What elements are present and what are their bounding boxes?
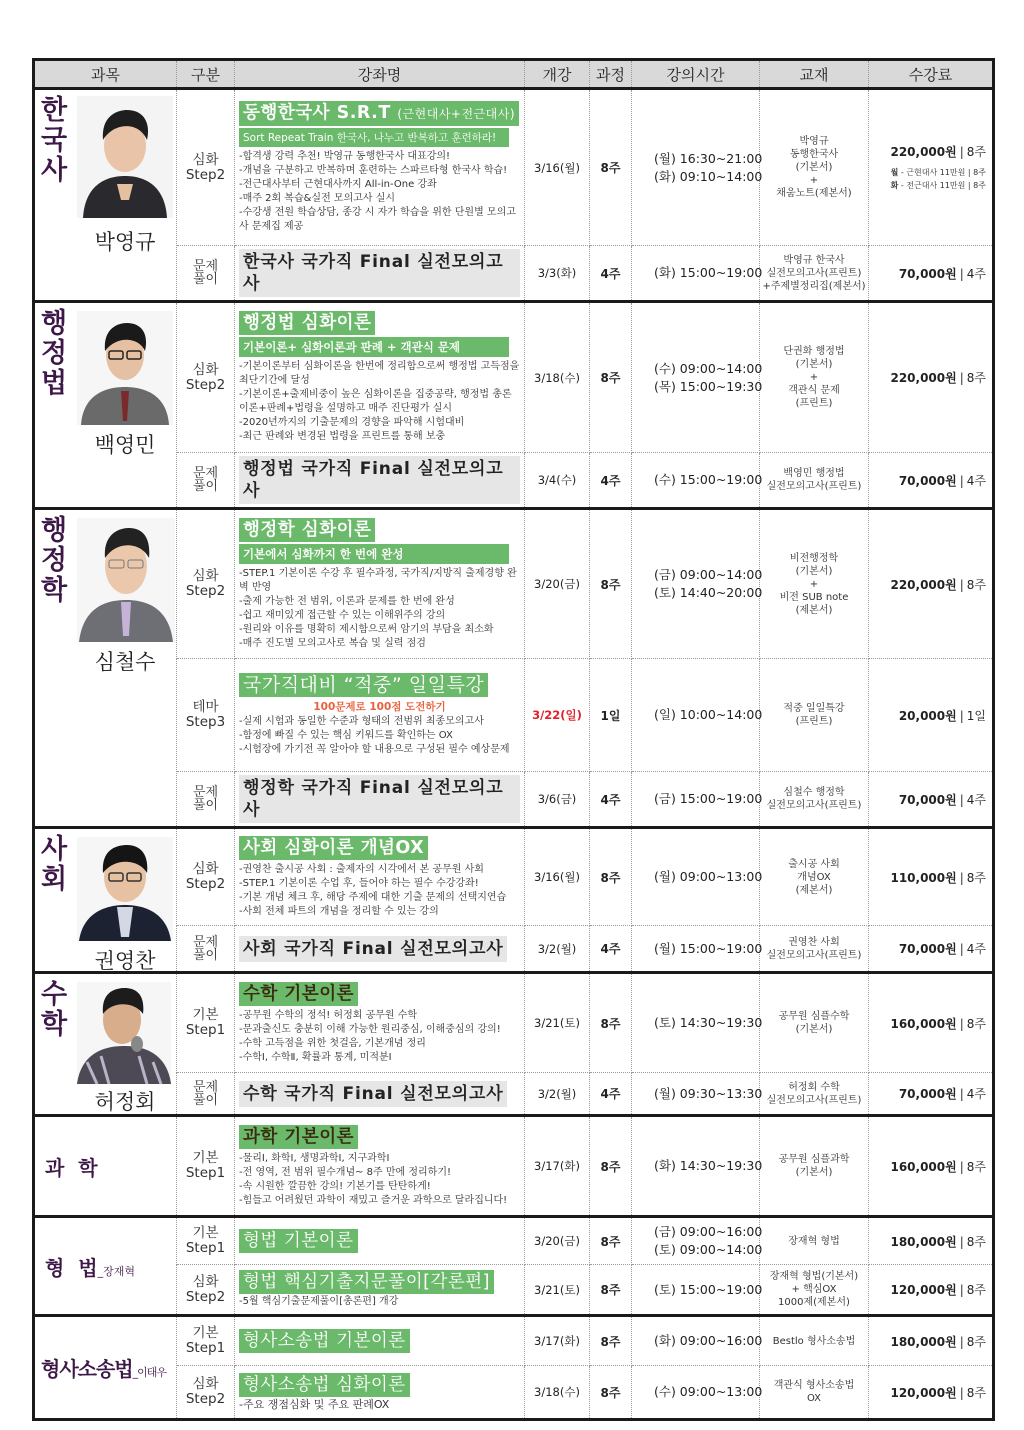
tuition-fee: 220,000원 | 8주 (869, 509, 994, 659)
course-title: 과학 기본이론 (239, 1125, 358, 1149)
table-row (34, 1217, 994, 1265)
teacher-portrait-icon (77, 518, 175, 642)
textbook: 심철수 행정학 실전모의고사(프린트) (760, 772, 869, 828)
textbook: 권영찬 사회 실전모의고사(프린트) (760, 926, 869, 973)
course-term: 4주 (590, 772, 632, 828)
course-title: 행정학 심화이론 (239, 518, 375, 542)
teacher-name: _이태우 (132, 1366, 166, 1379)
course-schedule-table (32, 58, 995, 1421)
course-type: 심화 Step2 (177, 89, 235, 246)
textbook: 비전행정학 (기본서) + 비전 SUB note (제본서) (760, 509, 869, 659)
subject-cell-math (34, 973, 177, 1116)
subject-label: 형 법_장재혁 (45, 1255, 135, 1280)
table-row (34, 509, 994, 659)
course-cell (235, 772, 525, 828)
course-cell (235, 926, 525, 973)
lecture-time: (일) 10:00~14:00 (632, 659, 760, 772)
textbook: 박영규 한국사 실전모의고사(프린트) +주제별정리집(제본서) (760, 246, 869, 302)
teacher-name: 박영규 (94, 230, 156, 254)
course-type: 문제 풀이 (177, 453, 235, 509)
textbook: 장재혁 형법 (760, 1217, 869, 1265)
tuition-fee: 220,000원 | 8주 월 - 근현대사 11만원 | 8주 화 - 전근대사 11만원 | 8주 (869, 89, 994, 246)
teacher-name: 권영찬 (94, 949, 156, 973)
course-term: 8주 (590, 1366, 632, 1420)
course-highlight-note: 100문제로 100점 도전하기 (313, 701, 446, 713)
course-cell (235, 1116, 525, 1217)
subject-cell-social-studies (34, 828, 177, 973)
course-term: 8주 (590, 1217, 632, 1265)
lecture-time: (토) 14:30~19:30 (632, 973, 760, 1073)
tuition-fee: 220,000원 | 8주 (869, 302, 994, 453)
course-type: 문제 풀이 (177, 772, 235, 828)
course-cell (235, 453, 525, 509)
table-row (34, 1366, 994, 1420)
textbook: 박영규 동행한국사 (기본서) + 채움노트(제본서) (760, 89, 869, 246)
course-term: 8주 (590, 302, 632, 453)
course-type: 기본 Step1 (177, 973, 235, 1073)
table-row (34, 302, 994, 453)
table-row (34, 659, 994, 772)
course-cell (235, 246, 525, 302)
header-open: 개강 (525, 60, 590, 89)
course-cell (235, 509, 525, 659)
course-title: 형사소송법 기본이론 (239, 1329, 410, 1353)
fee-breakdown: 월 - 근현대사 11만원 | 8주 화 - 전근대사 11만원 | 8주 (890, 168, 986, 190)
teacher-photo (77, 837, 173, 941)
course-title: 형법 기본이론 (239, 1229, 358, 1253)
teacher-portrait-icon (77, 982, 171, 1084)
course-description: -STEP.1 기본이론 수강 후 필수과정, 국가직/지방직 출제경향 완벽 반영 -출제 가능한 전 범위, 이론과 문제를 한 번에 완성 -쉽고 재미있게 접근할 수 있는 이해위주의 강의 -원리와 이유를 명확히 제시함으로써 암기의 부담을 최소화 -매주 진도별 모의고사로 복습 및 실력 점검 (239, 567, 517, 649)
tuition-fee: 160,000원 | 8주 (869, 1116, 994, 1217)
tuition-fee: 20,000원 | 1일 (869, 659, 994, 772)
course-description: -물리Ⅰ, 화학Ⅰ, 생명과학Ⅰ, 지구과학Ⅰ -전 영역, 전 범위 필수개념~ 8주 만에 정리하기! -속 시원한 깔끔한 강의! 기본기를 탄탄하게! -힘들고 어려웠던 과학이 재밌고 즐거운 과학으로 달라집니다! (239, 1152, 508, 1206)
table-row (34, 1073, 994, 1116)
course-title: 형사소송법 심화이론 (239, 1373, 410, 1397)
course-term: 4주 (590, 1073, 632, 1116)
tuition-fee: 180,000원 | 8주 (869, 1217, 994, 1265)
lecture-time: (수) 09:00~13:00 (632, 1366, 760, 1420)
table-row (34, 453, 994, 509)
textbook: 공무원 심플수학 (기본서) (760, 973, 869, 1073)
open-date: 3/2(월) (525, 1073, 590, 1116)
tuition-fee: 120,000원 | 8주 (869, 1366, 994, 1420)
course-type: 문제 풀이 (177, 246, 235, 302)
textbook: Bestlo 형사소송법 (760, 1316, 869, 1366)
course-type: 테마 Step3 (177, 659, 235, 772)
course-title: 국가직대비 “적중” 일일특강 (239, 673, 488, 697)
textbook: 백영민 행정법 실전모의고사(프린트) (760, 453, 869, 509)
subject-label: 사 회 (41, 834, 68, 895)
header-time: 강의시간 (632, 60, 760, 89)
textbook: 단권화 행정법 (기본서) + 객관식 문제 (프린트) (760, 302, 869, 453)
table-row (34, 1116, 994, 1217)
course-title: 행정법 심화이론 (239, 311, 375, 335)
lecture-time: (월) 09:30~13:30 (632, 1073, 760, 1116)
course-type: 심화 Step2 (177, 509, 235, 659)
course-cell (235, 973, 525, 1073)
course-description: -기본이론부터 심화이론을 한번에 정리함으로써 행정법 고득점을 최단기간에 달성 -기본이론+출제비중이 높은 심화이론을 집중공략, 행정법 총론 이론+판례+법령을 설명하고 매주 진단평가 실시 -2020년까지의 기출문제의 경향을 파악해 시험대비 -최근 판례와 변경된 법령을 프린트를 통해 보충 (239, 361, 520, 442)
textbook: 객관식 형사소송법 OX (760, 1366, 869, 1420)
teacher-name: 백영민 (94, 433, 156, 457)
course-title: 행정학 국가직 Final 실전모의고사 (239, 775, 520, 823)
textbook: 출시공 사회 개념OX (제본서) (760, 828, 869, 926)
course-description: -권영찬 출시공 사회 : 출제자의 시각에서 본 공무원 사회 -STEP.1 기본이론 수업 후, 들어야 하는 필수 수강강좌! -기본 개념 체크 후, 해당 주제에 대한 기출 문제의 선택지연습 -사회 전체 파트의 개념을 정리할 수 있는 강의 (239, 863, 507, 917)
course-cell (235, 1366, 525, 1420)
table-row (34, 973, 994, 1073)
header-term: 과정 (590, 60, 632, 89)
course-term: 8주 (590, 1265, 632, 1316)
subject-cell-science (34, 1116, 177, 1217)
lecture-time: (토) 15:00~19:00 (632, 1265, 760, 1316)
tuition-fee: 180,000원 | 8주 (869, 1316, 994, 1366)
subject-cell-criminal-law (34, 1217, 177, 1316)
table-row (34, 828, 994, 926)
subject-label: 과 학 (45, 1155, 98, 1180)
table-row (34, 246, 994, 302)
course-type: 기본 Step1 (177, 1116, 235, 1217)
teacher-portrait-icon (77, 311, 173, 425)
header-fee: 수강료 (869, 60, 994, 89)
course-term: 8주 (590, 1116, 632, 1217)
textbook: 장재혁 형법(기본서) + 핵심OX 1000제(제본서) (760, 1265, 869, 1316)
open-date: 3/20(금) (525, 509, 590, 659)
teacher-photo (77, 96, 173, 218)
course-type: 문제 풀이 (177, 1073, 235, 1116)
teacher-photo (77, 982, 173, 1084)
tuition-fee: 160,000원 | 8주 (869, 973, 994, 1073)
table-row (34, 1265, 994, 1316)
textbook: 공무원 심플과학 (기본서) (760, 1116, 869, 1217)
course-title: 사회 국가직 Final 실전모의고사 (239, 936, 507, 962)
teacher-name: 허정회 (94, 1090, 156, 1114)
tuition-fee: 120,000원 | 8주 (869, 1265, 994, 1316)
header-type: 구분 (177, 60, 235, 89)
course-title: 행정법 국가직 Final 실전모의고사 (239, 456, 520, 504)
lecture-time: (화) 15:00~19:00 (632, 246, 760, 302)
course-term: 8주 (590, 1316, 632, 1366)
course-term: 8주 (590, 973, 632, 1073)
course-subtitle: 기본이론+ 심화이론과 판례 + 객관식 문제 (239, 337, 509, 357)
course-term: 8주 (590, 89, 632, 246)
tuition-fee: 110,000원 | 8주 (869, 828, 994, 926)
course-cell (235, 1073, 525, 1116)
table-row (34, 89, 994, 246)
course-cell (235, 302, 525, 453)
course-type: 기본 Step1 (177, 1316, 235, 1366)
subject-label: 행 정 학 (41, 515, 68, 606)
course-title: 한국사 국가직 Final 실전모의고사 (239, 249, 520, 297)
open-date: 3/21(토) (525, 973, 590, 1073)
lecture-time: (월) 09:00~13:00 (632, 828, 760, 926)
lecture-time: (화) 09:00~16:00 (632, 1316, 760, 1366)
lecture-time: (수) 15:00~19:00 (632, 453, 760, 509)
course-description: -공무원 수학의 정석! 허정회 공무원 수학 -문과출신도 충분히 이해 가능한 원리중심, 이해중심의 강의! -수학 고득점을 위한 첫걸음, 기본개념 정리 -수학Ⅰ, 수학Ⅱ, 확률과 통계, 미적분Ⅰ (239, 1009, 501, 1063)
course-cell (235, 659, 525, 772)
course-title: 수학 기본이론 (239, 982, 358, 1006)
table-row (34, 1316, 994, 1366)
course-type: 문제 풀이 (177, 926, 235, 973)
table-row (34, 926, 994, 973)
teacher-photo (77, 518, 173, 642)
course-type: 심화 Step2 (177, 828, 235, 926)
header-course: 강좌명 (235, 60, 525, 89)
teacher-name: _장재혁 (97, 1264, 135, 1278)
open-date: 3/22(일) (525, 659, 590, 772)
textbook: 허정회 수학 실전모의고사(프린트) (760, 1073, 869, 1116)
open-date: 3/16(월) (525, 89, 590, 246)
subject-cell-korean-history (34, 89, 177, 302)
open-date: 3/4(수) (525, 453, 590, 509)
open-date: 3/18(수) (525, 302, 590, 453)
course-term: 1일 (590, 659, 632, 772)
table-row (34, 772, 994, 828)
open-date: 3/17(화) (525, 1116, 590, 1217)
subject-cell-public-administration (34, 509, 177, 828)
course-type: 기본 Step1 (177, 1217, 235, 1265)
course-cell (235, 828, 525, 926)
course-term: 4주 (590, 453, 632, 509)
course-cell (235, 1265, 525, 1316)
teacher-portrait-icon (77, 837, 173, 941)
course-subtitle: Sort Repeat Train 한국사, 나누고 반복하고 훈련하라! (239, 128, 509, 147)
course-title: 사회 심화이론 개념OX (239, 836, 428, 860)
tuition-fee: 70,000원 | 4주 (869, 453, 994, 509)
header-subject: 과목 (34, 60, 177, 89)
course-description: -5월 핵심기출문제풀이[총론편] 개강 (239, 1296, 399, 1307)
subject-label: 수 학 (41, 979, 68, 1040)
subject-label: 한 국 사 (41, 95, 68, 186)
teacher-portrait-icon (77, 96, 173, 218)
open-date: 3/3(화) (525, 246, 590, 302)
table-header-row (34, 60, 994, 89)
course-description: -실제 시험과 동일한 수준과 형태의 전범위 최종모의고사 -함정에 빠질 수 있는 핵심 키워드를 확인하는 OX -시험장에 가기전 꼭 알아야 할 내용으로 구성된 필수 예상문제 (239, 716, 510, 755)
open-date: 3/20(금) (525, 1217, 590, 1265)
course-description: -주요 쟁점심화 및 주요 판례OX (239, 1397, 390, 1411)
lecture-time: (화) 14:30~19:30 (632, 1116, 760, 1217)
lecture-time: (수) 09:00~14:00 (목) 15:00~19:30 (632, 302, 760, 453)
header-book: 교재 (760, 60, 869, 89)
tuition-fee: 70,000원 | 4주 (869, 246, 994, 302)
course-cell (235, 89, 525, 246)
course-title: 형법 핵심기출지문풀이[각론편] (239, 1270, 494, 1294)
course-term: 8주 (590, 828, 632, 926)
course-type: 심화 Step2 (177, 1265, 235, 1316)
lecture-time: (월) 15:00~19:00 (632, 926, 760, 973)
textbook: 적중 일일특강 (프린트) (760, 659, 869, 772)
open-date: 3/16(월) (525, 828, 590, 926)
lecture-time: (금) 15:00~19:00 (632, 772, 760, 828)
subject-label: 형사소송법_이태우 (41, 1357, 166, 1381)
subject-cell-administrative-law (34, 302, 177, 509)
subject-label: 행 정 법 (41, 308, 68, 399)
teacher-photo (77, 311, 173, 425)
course-term: 4주 (590, 926, 632, 973)
open-date: 3/21(토) (525, 1265, 590, 1316)
course-subtitle: 기본에서 심화까지 한 번에 완성 (239, 544, 509, 564)
tuition-fee: 70,000원 | 4주 (869, 772, 994, 828)
lecture-time: (월) 16:30~21:00 (화) 09:10~14:00 (632, 89, 760, 246)
tuition-fee: 70,000원 | 4주 (869, 926, 994, 973)
open-date: 3/6(금) (525, 772, 590, 828)
course-cell (235, 1316, 525, 1366)
course-cell (235, 1217, 525, 1265)
course-type: 심화 Step2 (177, 1366, 235, 1420)
course-title: 수학 국가직 Final 실전모의고사 (239, 1081, 507, 1107)
open-date: 3/17(화) (525, 1316, 590, 1366)
course-term: 4주 (590, 246, 632, 302)
tuition-fee: 70,000원 | 4주 (869, 1073, 994, 1116)
open-date: 3/2(월) (525, 926, 590, 973)
lecture-time: (금) 09:00~14:00 (토) 14:40~20:00 (632, 509, 760, 659)
open-date: 3/18(수) (525, 1366, 590, 1420)
course-term: 8주 (590, 509, 632, 659)
course-description: -합격생 강력 추천! 박영규 동행한국사 대표강의! -개념을 구분하고 반복하며 훈련하는 스파르타형 한국사 학습! -전근대사부터 근현대사까지 All-in-One 강좌 -매주 2회 복습&실전 모의고사 실시 -수강생 전원 학습상담, 종강 시 자가 학습을 위한 단원별 모의고사 문제집 제공 (239, 151, 516, 232)
teacher-name: 심철수 (94, 650, 156, 674)
course-type: 심화 Step2 (177, 302, 235, 453)
course-title: 동행한국사 S.R.T (근현대사+전근대사) (239, 101, 519, 126)
subject-cell-criminal-procedure (34, 1316, 177, 1420)
lecture-time: (금) 09:00~16:00 (토) 09:00~14:00 (632, 1217, 760, 1265)
